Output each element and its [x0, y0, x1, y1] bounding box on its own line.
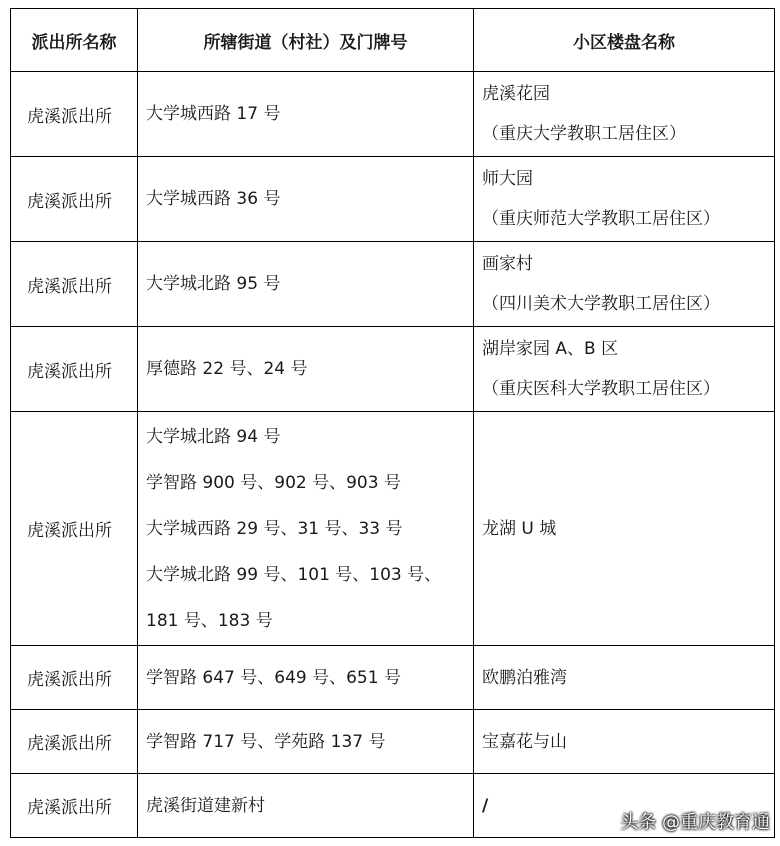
station-cell: 虎溪派出所: [11, 157, 138, 242]
header-streets: 所辖街道（村社）及门牌号: [138, 9, 474, 72]
streets-cell: [138, 72, 474, 157]
community-name: 宝嘉花与山: [482, 731, 567, 752]
station-cell: 虎溪派出所: [11, 412, 138, 646]
streets-cell: [138, 242, 474, 327]
table-row: [11, 646, 775, 710]
header-community: 小区楼盘名称: [474, 9, 775, 72]
community-name: 欧鹏泊雅湾: [482, 667, 567, 688]
street-line: 181 号、183 号: [146, 610, 273, 631]
street-line: 大学城西路 17 号: [146, 104, 281, 124]
street-line: 学智路 900 号、902 号、903 号: [146, 472, 401, 493]
community-cell: [474, 327, 775, 412]
header-station: 派出所名称: [11, 9, 138, 72]
community-cell: [474, 646, 775, 710]
street-line: 大学城北路 99 号、101 号、103 号、: [146, 564, 442, 585]
table-row: [11, 157, 775, 242]
community-cell: [474, 710, 775, 774]
streets-cell: [138, 710, 474, 774]
community-note: （重庆师范大学教职工居住区）: [482, 209, 720, 229]
street-line: 大学城北路 95 号: [146, 274, 281, 294]
street-line: 学智路 717 号、学苑路 137 号: [146, 731, 386, 752]
station-cell: 虎溪派出所: [11, 242, 138, 327]
streets-cell: [138, 157, 474, 242]
streets-cell: [138, 774, 474, 838]
community-name: 龙湖 U 城: [482, 518, 557, 539]
station-cell: 虎溪派出所: [11, 72, 138, 157]
street-line: 大学城北路 94 号: [146, 426, 281, 447]
header-row: [11, 9, 775, 72]
table-row: [11, 412, 775, 646]
community-table: [10, 8, 775, 838]
street-line: 学智路 647 号、649 号、651 号: [146, 667, 401, 688]
table-row: [11, 72, 775, 157]
community-cell: [474, 72, 775, 157]
community-name: 画家村: [482, 254, 533, 274]
streets-cell: [138, 646, 474, 710]
street-line: 大学城西路 36 号: [146, 189, 281, 209]
community-note: （重庆医科大学教职工居住区）: [482, 379, 720, 399]
street-line: 虎溪街道建新村: [146, 795, 265, 816]
station-cell: 虎溪派出所: [11, 710, 138, 774]
community-note: （四川美术大学教职工居住区）: [482, 294, 720, 314]
streets-cell: [138, 327, 474, 412]
table-row: [11, 327, 775, 412]
watermark: 头条 @重庆教育通: [620, 812, 770, 833]
community-name: 师大园: [482, 169, 533, 189]
community-name: 湖岸家园 A、B 区: [482, 339, 619, 359]
community-name: 虎溪花园: [482, 84, 550, 104]
table-row: [11, 710, 775, 774]
table-row: [11, 242, 775, 327]
station-cell: 虎溪派出所: [11, 774, 138, 838]
streets-cell: [138, 412, 474, 646]
street-line: 大学城西路 29 号、31 号、33 号: [146, 518, 403, 539]
community-cell: [474, 412, 775, 646]
station-cell: 虎溪派出所: [11, 327, 138, 412]
community-name: /: [482, 795, 489, 816]
street-line: 厚德路 22 号、24 号: [146, 359, 308, 379]
community-note: （重庆大学教职工居住区）: [482, 124, 686, 144]
station-cell: 虎溪派出所: [11, 646, 138, 710]
community-cell: [474, 242, 775, 327]
community-cell: [474, 157, 775, 242]
